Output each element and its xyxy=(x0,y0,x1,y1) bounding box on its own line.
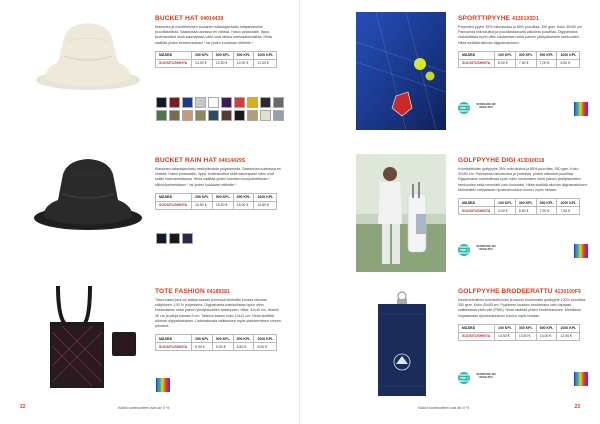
color-swatch xyxy=(156,110,167,121)
color-swatch xyxy=(247,97,258,108)
color-spectrum-swatch xyxy=(156,378,170,392)
sport-towel-image xyxy=(356,12,446,130)
product-title: GOLFPYYHE BRODEERATTU 4130100F9 xyxy=(458,288,581,295)
color-swatch xyxy=(273,110,284,121)
price-table: MÄÄRÄ 250 KPL 500 KPL 500 KPL 1000 KPL SUOSITUSHINTA 9,90 € 9,00 € 8,50 € 8,00 € xyxy=(155,334,277,351)
price-table: MÄÄRÄ 250 KPL 500 KPL 500 KPL 1000 KPL SUOSITUSHINTA 16,50 € 15,50 € 15,00 € 14,50 € xyxy=(155,193,277,210)
color-spectrum-swatch xyxy=(574,372,588,386)
color-swatch xyxy=(221,97,232,108)
color-swatch xyxy=(169,110,180,121)
color-swatch xyxy=(195,97,206,108)
product-description: Polyesteri pyyhe 35% mikrokuitua ja 65% puuvillaa, 350 gsm. Koko 30x50 cm. Painopinta mikrokuitua ja puuvillastaosalta valkoista puuvillaa. Digipainatus mahdollistaa hyvin värin toistamisen sekä painon yksityiskohtien tarkkuuden. Hinta sisältää alloivan digipainatuksen. xyxy=(458,25,583,45)
product-title: GOLFPYYHE DIGI 413010D18 xyxy=(458,157,545,164)
color-swatch xyxy=(169,97,180,108)
color-swatch xyxy=(221,110,232,121)
product-description: Klassinen ja muotitietoinen tuotuinen kalastajanhattu hatiyamaisesti puuvillatwillsta. Saatavissa useassa eri värissä. Hatun pintaosalle, lippa, tuulensuoikut sekä saumapaan värin ovat tarkka mainosstosvalinta. Hinta sisältää yhden brodeerauksen * tai yhden kuukavan ettikette * xyxy=(155,25,272,45)
bucket-hat-photo xyxy=(28,12,146,94)
golf-digi-photo xyxy=(356,154,446,272)
bucket-hat-swatches xyxy=(156,97,286,121)
color-swatch xyxy=(208,97,219,108)
color-swatch xyxy=(260,110,271,121)
product-title: BUCKET HAT 04014439 xyxy=(155,15,224,22)
rain-hat-swatches xyxy=(156,233,216,244)
sport-towel-info xyxy=(458,15,588,68)
rain-hat-image xyxy=(28,152,146,240)
page-number-left: 22 xyxy=(20,404,26,410)
golf-embroidered-info xyxy=(458,288,588,341)
price-table: MÄÄRÄ 100 KPL 300 KPL 500 KPL 1000 KPL SUOSITUSHINTA 8,00 € 7,50 € 7,00 € 6,50 € xyxy=(458,51,580,68)
order-time-badge: ORDER TIME 4 WEEKS xyxy=(458,244,470,255)
footer-note-right: Kaikki tuotetuotteet ovat alv 0 % xyxy=(418,406,470,410)
order-time-badge: ORDER TIME 4 WEEKS xyxy=(458,102,470,113)
bucket-hat-info xyxy=(155,15,283,68)
tote-info xyxy=(155,288,283,351)
tote-image xyxy=(28,282,146,394)
golf-digi-info xyxy=(458,157,588,215)
color-swatch xyxy=(208,110,219,121)
page-number-right: 23 xyxy=(574,404,580,410)
color-swatch xyxy=(182,110,193,121)
order-time-badge: ORDER TIME 4 WEEKS xyxy=(458,372,470,383)
product-title: TOTE FASHION 04189281 xyxy=(155,288,230,295)
footer-note-left: Kaikki tuotetuotteet ovat alv 0 % xyxy=(118,406,170,410)
rain-hat-photo xyxy=(28,152,146,240)
color-swatch xyxy=(234,110,245,121)
color-spectrum-swatch xyxy=(574,102,588,116)
sport-towel-photo xyxy=(356,12,446,130)
price-table: MÄÄRÄ 250 KPL 500 KPL 500 KPL 1000 KPL SUOSITUSHINTA 13,00 € 12,50 € 12,00 € 11,50 € xyxy=(155,51,277,68)
product-description: Klassinen kalastajanhattu vesihylkivästä polyesterista. Saatavissa kolmessa eri värissä. Hatun pintaosalle, lippa, tuulensuoikut sekä saumapaan värin ovat kaikki mainostettavissa. Hinta sisältää yhden kumisen kumipainettavan * silikonipainettuksen * tai yhden kuukavan ettikette * xyxy=(155,167,281,187)
product-description: Kolmitaittuvien golfpyyhe 35% mikrokuitua ja 65% puuvillaa, 350 gsm. Koko 30x50 cm. Painopinta mikrokuitua ja puvilasta, pintoa valkoista puuvillaa. Digipainatus mahdollistaa hyvin värin toistamisen sekä painon yksityiskohtien tarkkuuden sekä neonvärit vain huomaksi. Hinta sisältää alloivan digipainatuksen. Mainitusten heijastavan ripustuskoukkun kuuluu myös hintaan. xyxy=(458,167,588,192)
color-swatch xyxy=(247,110,258,121)
color-swatch xyxy=(195,110,206,121)
standard-label: STANDARD 100 OEKO-TEX xyxy=(476,373,496,380)
color-swatch xyxy=(156,97,167,108)
golf-embroidered-photo xyxy=(366,290,438,400)
color-swatch xyxy=(169,233,180,244)
price-table: MÄÄRÄ 100 KPL 300 KPL 500 KPL 1000 KPL SUOSITUSHINTA 9,00 € 8,50 € 7,90 € 7,50 € xyxy=(458,198,580,215)
tote-photo xyxy=(28,282,146,394)
color-swatch xyxy=(260,97,271,108)
product-description: Tilava kassi joka voi taittaa kasaan pienessä kiinteään koossa olevaan säilykkeen. 100 % polyesteria. Digipainanta mahdollistaa hyvin värin toistamiseen sekä painon yksityiskohtien tarkkuuden. Mitat: 42x40 cm, lahtoöt 26 cm ja pituja kanssa 9 cm. Taitetun kassin koko 13x12 cm. Hinta sisältää alloivan digipainatuksen. Lisämaksusta valittavissa myös yksinkertaisen screen-painatus. xyxy=(155,298,283,329)
product-title: BUCKET RAIN HAT 04014429S xyxy=(155,157,246,164)
color-swatch xyxy=(273,97,284,108)
golf-digi-image xyxy=(356,154,446,272)
right-page xyxy=(300,0,600,424)
price-table: MÄÄRÄ 100 KPL 300 KPL 500 KPL 1000 KPL SUOSITUSHINTA 14,50 € 13,50 € 13,00 € 12,50 € xyxy=(458,324,580,341)
golf-embroidered-image xyxy=(366,290,438,400)
color-spectrum-swatch xyxy=(574,244,588,258)
bucket-hat-image xyxy=(28,12,146,94)
color-swatch xyxy=(182,97,193,108)
product-title: SPORTTIPYYHE 4130103D1 xyxy=(458,15,539,22)
standard-label: STANDARD 100 OEKO-TEX xyxy=(476,245,496,252)
color-swatch xyxy=(156,233,167,244)
color-swatch xyxy=(234,97,245,108)
color-swatch xyxy=(182,233,193,244)
rain-hat-info xyxy=(155,157,283,210)
standard-label: STANDARD 100 OEKO-TEX xyxy=(476,103,496,110)
product-description: Kestävinhoilinen kolmiseikuiuttu ja kaunis brodeerattu golfpyyhe 100% puuvillaa, 350 gsm. Koko 40x50 cm. Pyyhkeen kudetus brodeeraus vain vapaasti valittavassa värin väri (PMS). Hinta sisältää yhden brodeerauksen. Metallinen heijastavaan ripustuskoukkun kuuluu myös hintaan. xyxy=(458,298,587,318)
